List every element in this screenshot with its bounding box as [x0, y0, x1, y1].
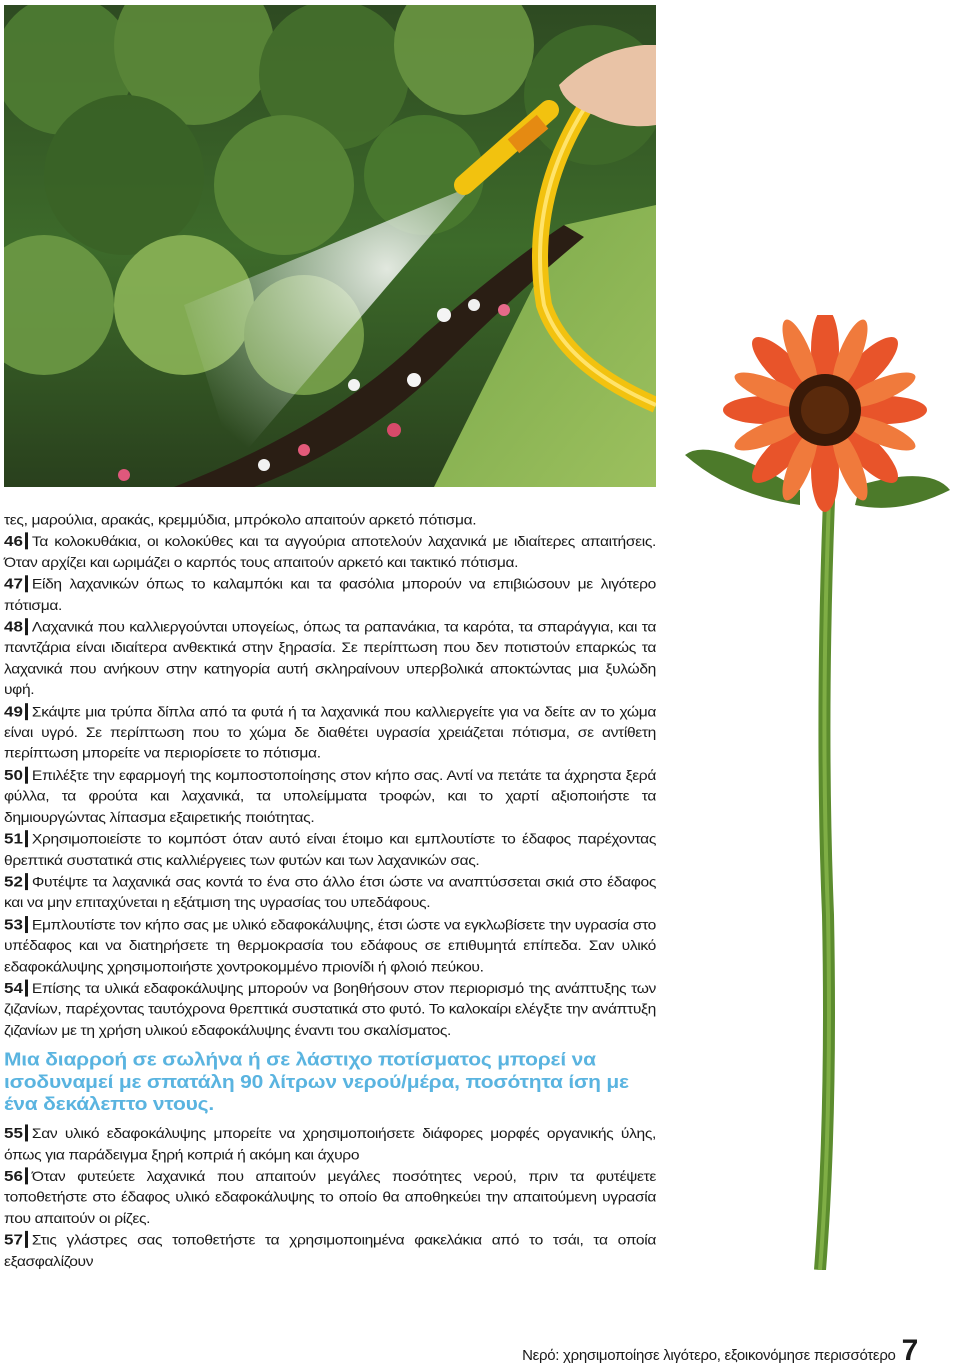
tip-number: 50 — [4, 767, 28, 784]
tip-53: 53 Εμπλουτίστε τον κήπο σας με υλικό εδαφοκάλυψης, έτσι ώστε να εγκλωβίσετε την υγρασία στο υπέδαφος και να διατηρήσετε τη θερμοκρασία του εδάφους σε επιθυμητά επίπεδα. Σαν υλικό εδαφοκάλυψης χρησιμοποιήστε χοντροκομμένο πριονίδι ή φλοιό πεύκου. — [4, 915, 656, 975]
garden-watering-photo — [4, 5, 656, 487]
tip-number: 57 — [4, 1231, 28, 1248]
tip-54: 54 Επίσης τα υλικά εδαφοκάλυψης μπορούν να βοηθήσουν στον περιορισμό της ανάπτυξης των ζιζανίων, παρέχοντας ταυτόχρονα θρεπτικά συστατικά στο φυτό. Το καλοκαίρι ελέγξτε την ανάπτυξη ζιζανίων με τη χρήση υλικού εδαφοκάλυψης έναντι του σκαλίσματος. — [4, 979, 656, 1039]
tip-51: 51 Χρησιμοποιείστε το κομπόστ όταν αυτό είναι έτοιμο και εμπλουτίστε το έδαφος παρέχοντας θρεπτικά συστατικά στις καλλιέργειες των φυτών και των λαχανικών σας. — [4, 830, 656, 869]
tip-number: 52 — [4, 873, 28, 890]
footer-title: Νερό: χρησιμοποίησε λιγότερο, εξοικονόμησε περισσότερο — [522, 1347, 896, 1364]
sunflower-image — [670, 315, 960, 1270]
tip-55: 55 Σαν υλικό εδαφοκάλυψης μπορείτε να χρησιμοποιήσετε διάφορες μορφές οργανικής ύλης, όπως για παράδειγμα ξηρή κοπριά ή ακόμη και άχυρο — [4, 1124, 656, 1163]
tip-number: 48 — [4, 618, 28, 635]
tip-52: 52 Φυτέψτε τα λαχανικά σας κοντά το ένα στο άλλο έτσι ώστε να αναπτύσσεται σκιά στο έδαφος και να μην επιταχύνεται η εξάτμιση της υγρασίας του υπεδάφους. — [4, 873, 656, 911]
tip-47: 47 Είδη λαχανικών όπως το καλαμπόκι και τα φασόλια μπορούν να επιβιώσουν με λιγότερο πότισμα. — [4, 575, 656, 614]
tip-number: 54 — [4, 980, 28, 997]
page-number: 7 — [901, 1334, 918, 1367]
tip-number: 51 — [4, 830, 28, 847]
highlight-callout: Μια διαρροή σε σωλήνα ή σε λάστιχο ποτίσματος μπορεί να ισοδυναμεί με σπατάλη 90 λίτρων νερού/μέρα, ποσότητα ίση με ένα δεκάλεπτο ντους. — [4, 1049, 629, 1115]
tip-number: 47 — [4, 575, 28, 592]
tip-46: 46 Τα κολοκυθάκια, οι κολοκύθες και τα αγγούρια αποτελούν λαχανικά με ιδιαίτερες απαιτήσεις. Όταν αρχίζει και ωριμάζει ο καρπός τους απαιτούν αρκετό και τακτικό πότισμα. — [4, 532, 656, 571]
page-footer — [522, 1334, 918, 1368]
tip-number: 56 — [4, 1167, 28, 1184]
tip-50: 50 Επιλέξτε την εφαρμογή της κομποστοποίησης στον κήπο σας. Αντί να πετάτε τα άχρηστα ξερά φύλλα, τα φρούτα και λαχανικά, τα υπολείμματα τροφών, και το χαρτί αξιοποιήστε τα δημιουργώντας λίπασμα εξαιρετικής ποιότητας. — [4, 766, 656, 826]
tip-number: 55 — [4, 1125, 28, 1142]
tip-57: 57 Στις γλάστρες σας τοποθετήστε τα χρησιμοποιημένα φακελάκια από το τσάι, τα οποία εξασφαλίζουν — [4, 1231, 656, 1269]
tip-56: 56 Όταν φυτεύετε λαχανικά που απαιτούν μεγάλες ποσότητες νερού, πριν τα φυτέψετε τοποθετήστε στο έδαφος υλικό εδαφοκάλυψης το οποίο θα αποθηκεύει την απαιτούμενη υγρασία που απαιτούν οι ρίζες. — [4, 1167, 656, 1227]
paragraph-continuation: τες, μαρούλια, αρακάς, κρεμμύδια, μπρόκολο απαιτούν αρκετό πότισμα. — [4, 512, 477, 528]
tip-number: 46 — [4, 533, 28, 550]
tip-49: 49 Σκάψτε μια τρύπα δίπλα από τα φυτά ή τα λαχανικά που καλλιεργείτε για να δείτε αν το χώμα είναι υγρό. Σε περίπτωση που το χώμα δε διαθέτει υγρασία χρειάζεται πότισμα, σε αντίθετη περίπτωση μπορείτε να περιορίσετε το πότισμα. — [4, 702, 656, 762]
tip-48: 48 Λαχανικά που καλλιεργούνται υπογείως, όπως τα ραπανάκια, τα καρότα, τα σπαράγγια, και τα παντζάρια είναι ιδιαίτερα ανθεκτικά στην ξηρασία. Σε περίπτωση που δεν ποτιστούν επαρκώς τα λαχανικά που ανήκουν στην κατηγορία αυτή σκληραίνουν υπερβολικά αποκτώντας μια ξυλώδη υφή. — [4, 618, 656, 699]
article-text — [4, 510, 656, 1272]
tip-number: 49 — [4, 703, 28, 720]
tip-number: 53 — [4, 916, 28, 933]
